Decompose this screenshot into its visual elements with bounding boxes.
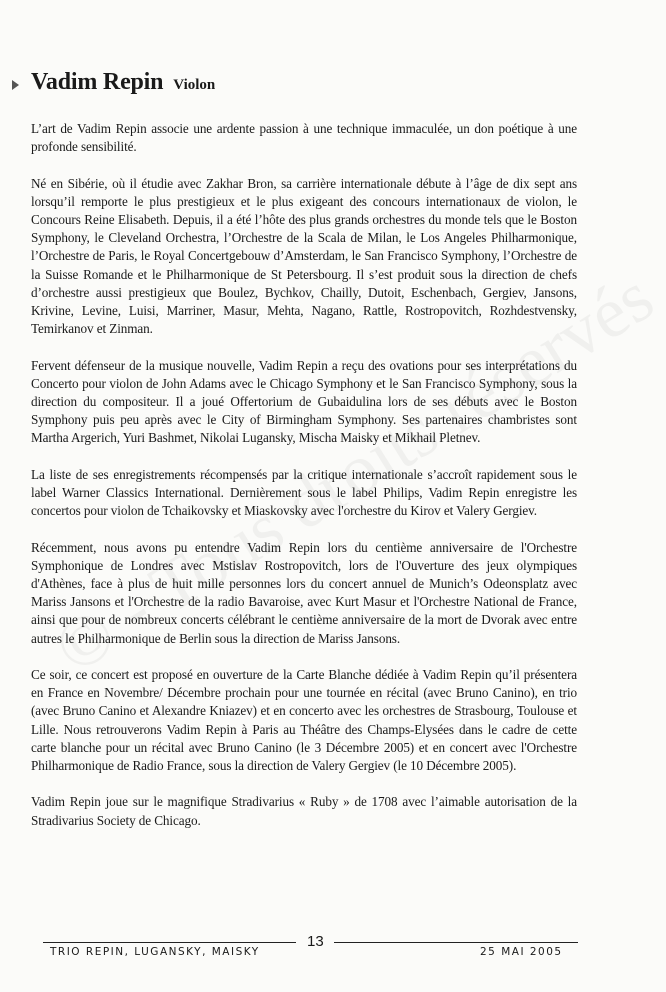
footer-date: 25 MAI 2005 xyxy=(480,946,563,958)
footer-rule-left xyxy=(43,942,296,943)
section-marker-triangle-icon xyxy=(12,80,19,90)
page-number: 13 xyxy=(307,933,324,950)
biography-text xyxy=(31,120,577,848)
paragraph-4: La liste de ses enregistrements récompensés par la critique internationale s’accroît rapidement sous le label Warner Classics International. Dernièrement sous le label Philips, Vadim Repin enregistre les concertos pour violon de Tchaikovsky et Miaskovsky avec l'orchestre du Kirov et Valery Gergiev. xyxy=(31,466,577,519)
paragraph-3: Fervent défenseur de la musique nouvelle, Vadim Repin a reçu des ovations pour ses interprétations du Concerto pour violon de John Adams avec le Chicago Symphony et le San Francisco Symphony, sous la direction du compositeur. Il a joué Offertorium de Gubaidulina lors de ses débuts avec le Boston Symphony puis peu après avec le City of Birmingham Symphony. Ses partenaires chambristes sont Martha Argerich, Yuri Bashmet, Nikolai Lugansky, Mischa Maisky et Mikhail Pletnev. xyxy=(31,357,577,446)
paragraph-2: Né en Sibérie, où il étudie avec Zakhar Bron, sa carrière internationale débute à l’âge de dix sept ans lorsqu’il remporte le plus prestigieux et le plus exigeant des concours internationaux de violon, le Concours Reine Elisabeth. Depuis, il a été l’hôte des plus grands orchestres du monde tels que le Boston Symphony, le Cleveland Orchestra, l’Orchestre de la Scala de Milan, le Los Angeles Philharmonique, l’Orchestre de Paris, le Royal Concertgebouw d’Amsterdam, le San Francisco Symphony, l’Orchestre de la Suisse Romande et le Philharmonique de St Petersbourg. Il s’est produit sous la direction de chefs d’orchestre aussi prestigieux que Boulez, Bychkov, Chailly, Dutoit, Eschenbach, Gergiev, Jansons, Krivine, Levine, Luisi, Marriner, Masur, Mehta, Nagano, Rattle, Rostropovitch, Rozhdestvensky, Temirkanov et Zinman. xyxy=(31,175,577,337)
paragraph-1: L’art de Vadim Repin associe une ardente passion à une technique immaculée, un don poétique à une profonde sensibilité. xyxy=(31,121,577,155)
footer-rule-right xyxy=(334,942,578,943)
artist-instrument: Violon xyxy=(173,77,216,93)
artist-name: Vadim Repin xyxy=(31,69,164,95)
footer-concert-title: TRIO REPIN, LUGANSKY, MAISKY xyxy=(50,946,260,958)
paragraph-5: Récemment, nous avons pu entendre Vadim Repin lors du centième anniversaire de l'Orchestre Symphonique de Londres avec Mstislav Rostropovitch, lors de l'Ouverture des jeux olympiques d'Athènes, face à plus de huit mille personnes lors du concert annuel de Munich’s Odeonsplatz avec Mariss Jansons et l'Orchestre de la radio Bavaroise, avec Kurt Masur et l'Orchestre National de France, ainsi que pour de nombreux concerts célébrant le centième anniversaire de la mort de Dvorak avec entre autres le Philharmonique de Berlin sous la direction de Mariss Jansons. xyxy=(31,539,577,646)
section-heading xyxy=(31,69,215,96)
paragraph-6: Ce soir, ce concert est proposé en ouverture de la Carte Blanche dédiée à Vadim Repin qu’il présentera en France en Novembre/ Décembre prochain pour une tournée en récital (avec Bruno Canino), en trio (avec Bruno Canino et Alexandre Kniazev) et en concerto avec les orchestres de Strasbourg, Toulouse et Lille. Nous retrouverons Vadim Repin à Paris au Théâtre des Champs-Elysées dans le cadre de cette carte blanche pour un récital avec Bruno Canino (le 3 Décembre 2005) et en concert avec l'Orchestre Philharmonique de Radio France, sous la direction de Valery Gergiev (le 10 Décembre 2005). xyxy=(31,667,577,774)
paragraph-7: Vadim Repin joue sur le magnifique Stradivarius « Ruby » de 1708 avec l’aimable autorisation de la Stradivarius Society de Chicago. xyxy=(31,794,577,828)
